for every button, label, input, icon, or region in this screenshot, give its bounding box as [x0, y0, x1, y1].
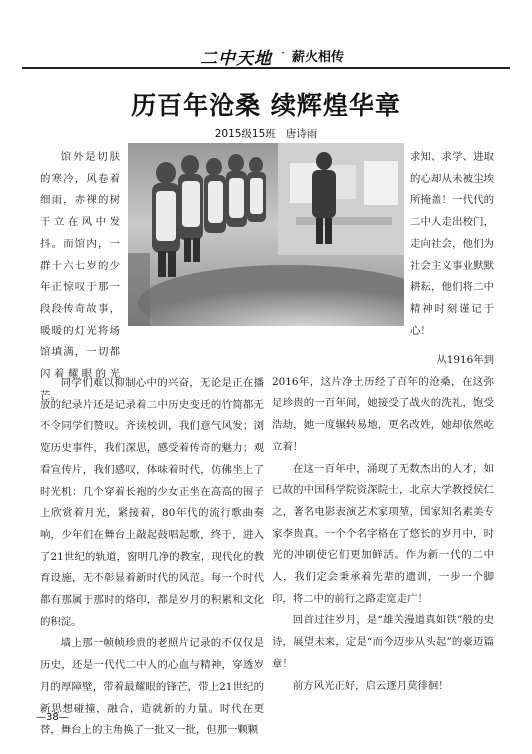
byline-author: 唐诗雨: [285, 128, 318, 140]
header-separator: ·: [281, 46, 286, 61]
paragraph: 墙上那一帧帧珍贵的老照片记录的不仅仅是历史，还是一代代二中人的心血与精神，穿透岁月的厚障壁，带着最耀眼的锋芒，带上21世纪的新思想碰撞，融合，造就新的力量。时代在更替，舞台上的主角换了一批又一批，但那一颗颗: [40, 637, 264, 737]
byline-class: 2015级15班: [214, 128, 276, 140]
paragraph-lead: 从1916年到: [436, 354, 494, 366]
byline: [0, 126, 532, 141]
left-main-column: [40, 373, 264, 742]
paragraph: 同学们难以抑制心中的兴奋，无论是正在播放的纪录片还是记录着二中历史变迁的竹简都无不令同学们赞叹。齐读校训，我们意气风发；浏览历史事件，我们深思，感受着传奇的魅力；观看宣传片，我们感叹，体味着时代，仿佛坐上了时光机：几个穿着长袍的少女正坐在高高的围子上欣赏着月光，紧接着，80年代的流行歌曲奏响，少年们在舞台上敲起鼓唱起歌，终于，进入了21世纪的轨道，窗明几净的教室，现代化的教育设施，无不彰显着新时代的风范。每一个时代都有那属于那时的烙印，都是岁月的积累和文化的积淀。: [40, 377, 264, 628]
paragraph: 2016年，这片净土历经了百年的沧桑，在这弥足珍贵的一百年间，她接受了战火的洗礼，饱受浩劫，她一度辗转易地，更名改姓，她却依然屹立着！: [272, 375, 494, 453]
paragraph-opening: 馆外是切肤的寒冷，风卷着细雨，赤裸的树干立在风中发抖。而馆内，一群十六七岁的少年正惊叹于那一段段传奇故事，暖暖的灯光将场馆填满，一切都闪着耀眼的光芒。: [40, 151, 120, 402]
paragraph: 回首过往岁月，是“雄关漫道真如铁”般的史诗，展望未来，定是“而今迈步从头起”的豪迈篇章！: [272, 614, 494, 670]
paragraph: 在这一百年中，涌现了无数杰出的人才，如已故的中国科学院资深院士，北京大学教授侯仁之，著名电影表演艺术家项堃，国家知名素美专家李贵真。一个个名字格在了悠长的岁月中，时光的冲刷使它们更加鲜活。作为新一代的二中人，我们定会秉承着先辈的遗训，一步一个脚印，将二中的前行之路走宽走广！: [272, 462, 494, 605]
paragraph: 前方风光正好，启云逐月莫徘徊！: [292, 679, 449, 692]
exhibition-hall-photo: [128, 143, 404, 326]
right-narrow-column: [410, 147, 494, 342]
column-logo: 二中天地: [200, 49, 272, 69]
article-title: 历百年沧桑 续辉煌华章: [131, 91, 401, 120]
header-rule: [22, 67, 510, 69]
section-title: 薪火相传: [292, 50, 345, 65]
article-photo: [128, 143, 404, 326]
page-number: —38—: [36, 712, 69, 723]
right-main-column: [272, 350, 494, 697]
paragraph-continued: 求知、求学、进取的心却从未被尘埃所掩盖！一代代的二中人走出校门，走向社会，他们为社会主义事业默默耕耘，他们将二中精神时刻谨记于心！: [410, 151, 494, 337]
page-header: [0, 42, 532, 72]
left-narrow-column: [40, 147, 120, 407]
